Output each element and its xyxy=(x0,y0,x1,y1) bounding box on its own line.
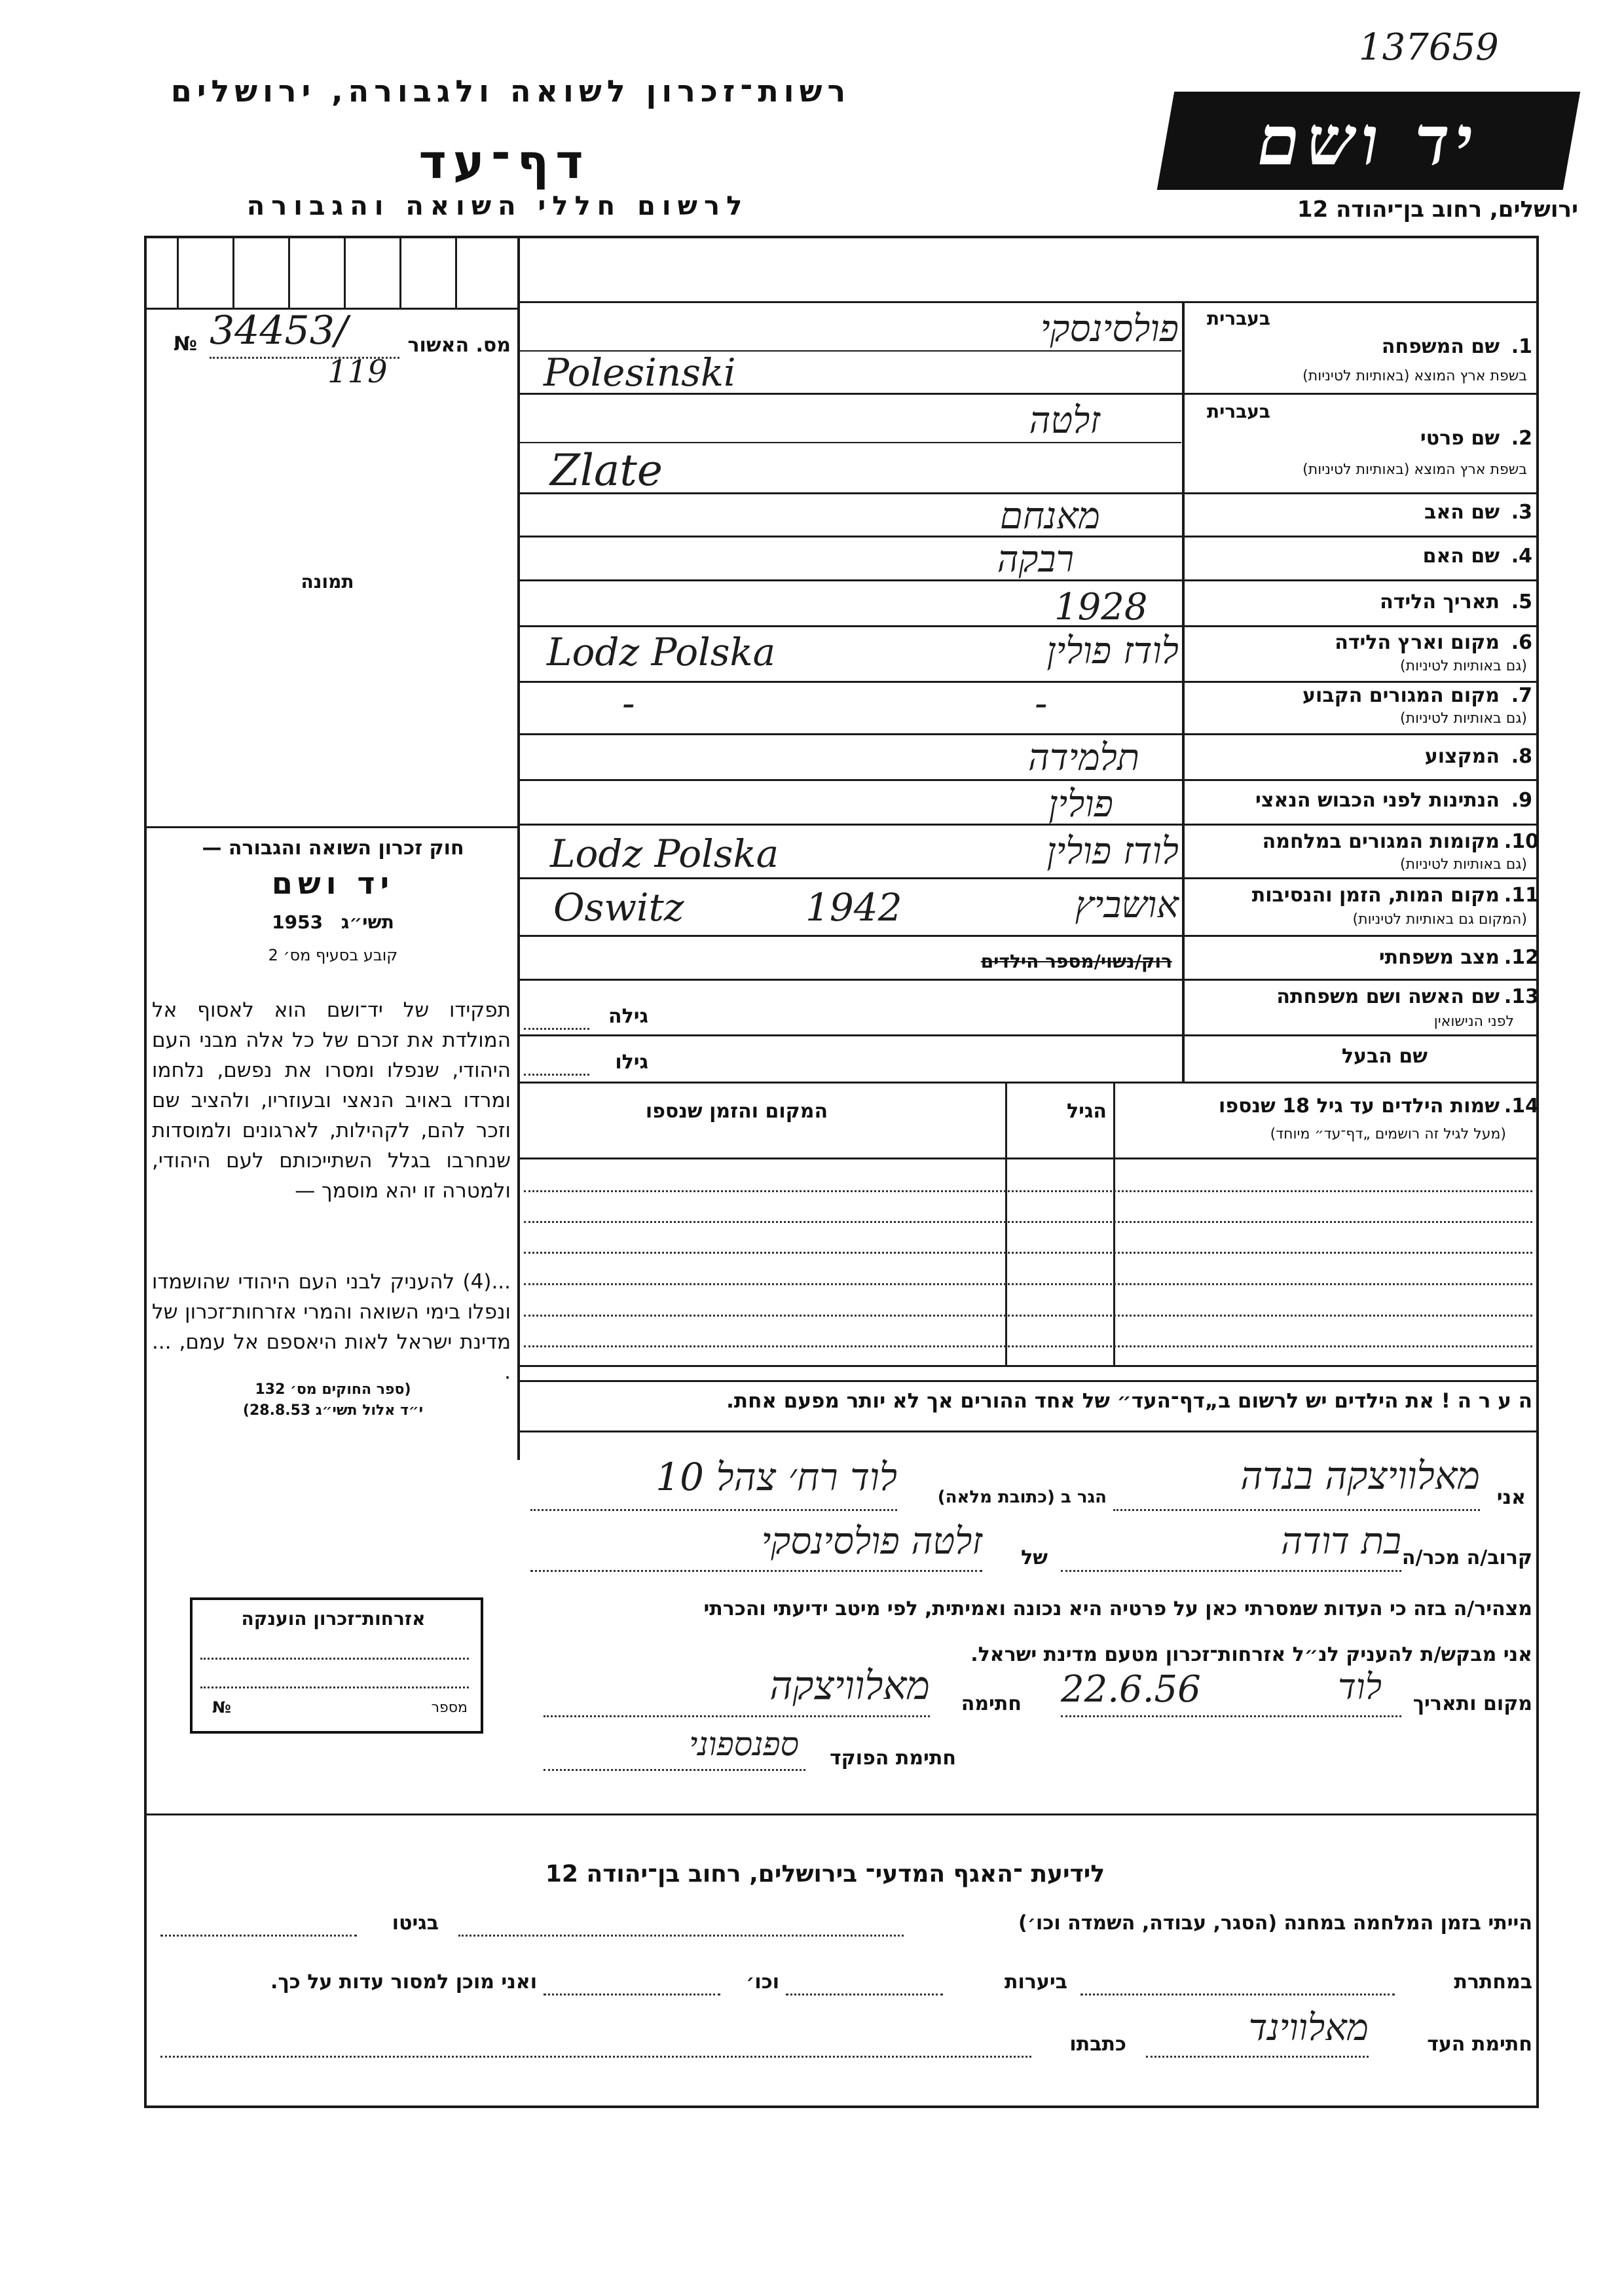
row-line-2a xyxy=(519,442,1181,443)
field-2-sub: בשפת ארץ המוצא (באותיות לטיניות) xyxy=(1302,462,1527,478)
field-6-latin-value: Lodz Polska xyxy=(547,630,776,674)
row-line-13 xyxy=(519,1034,1538,1036)
field-1-latin-value: Polesinski xyxy=(544,350,736,395)
bottom-line1-fill-a xyxy=(458,1935,904,1937)
field-4-label: שם האם xyxy=(1422,545,1500,568)
field-12-value: רוק/נשוי/מספר הילדים xyxy=(980,951,1172,972)
place-value: לוד xyxy=(1338,1666,1382,1707)
field-4-value: רבקה xyxy=(997,538,1074,581)
field-11-hebrew-value: אושביץ xyxy=(1075,884,1179,926)
field-6-sub: (גם באותיות לטיניות) xyxy=(1400,658,1527,674)
field-6-label: מקום וארץ הלידה xyxy=(1335,631,1500,654)
approval-value: 34453/ xyxy=(210,308,348,354)
row-line-5 xyxy=(519,625,1538,627)
strip-1 xyxy=(177,236,179,308)
declaration-line-1: מצהיר/ה בזה כי העדות שמסרתי כאן על פרטיה היא נכונה ואמיתית, לפי מיטב ידיעתי והכרתי xyxy=(703,1597,1532,1620)
bottom-title: לידיעת ־האגף המדעי־ בירושלים, רחוב בן־יהודה 12 xyxy=(545,1861,1105,1887)
children-col-age: הגיל xyxy=(1067,1100,1107,1123)
frame-bottom xyxy=(144,2105,1539,2108)
archive-number: 137659 xyxy=(1359,26,1499,69)
declaration-of-label: של xyxy=(1021,1546,1048,1569)
yad-vashem-logo xyxy=(1157,92,1580,190)
approval-label: מס. האשור xyxy=(407,334,511,357)
declaration-of-line xyxy=(530,1570,982,1572)
law-year: 1953 xyxy=(272,911,323,933)
law-section: קובע בסעיף מס׳ 2 xyxy=(268,946,398,964)
officer-label: חתימת הפוקד xyxy=(830,1747,956,1770)
declaration-relative-label: קרוב/ה מכר/ה xyxy=(1401,1546,1532,1569)
law-source-2: י״ד אלול תשי״ג 28.8.53) xyxy=(242,1402,424,1419)
field-8-label: המקצוע xyxy=(1424,745,1500,768)
declaration-of-value: זלטה פולסינסקי xyxy=(761,1520,982,1563)
children-row-3 xyxy=(524,1252,1532,1254)
bottom-line1-b: בגיטו xyxy=(392,1912,439,1935)
field-10-sub: (גם באותיות לטיניות) xyxy=(1400,856,1527,873)
form-title: דף־עד xyxy=(418,134,590,189)
field-13-age-f: גילה xyxy=(608,1005,648,1028)
law-paragraph-2: ...(4) להעניק לבני העם היהודי שהושמדו ונפלו בימי השואה והמרי אזרחות־זכרון של מדינת ישראל לאות היאספם אל עמם, ... . xyxy=(152,1270,511,1384)
row-line-6 xyxy=(519,681,1538,683)
frame-top xyxy=(144,236,1539,238)
photo-label: תמונה xyxy=(301,571,354,592)
field-7-value-2: - xyxy=(622,681,635,725)
witness-label: חתימת העד xyxy=(1427,2033,1532,2056)
field-5-num: 5. xyxy=(1511,591,1532,613)
note-top xyxy=(519,1380,1538,1382)
citizenship-line-2 xyxy=(200,1686,469,1688)
logo-text: יד ושם xyxy=(1250,100,1487,181)
row-line-13b xyxy=(519,1082,1538,1084)
form-subtitle: לרשום חללי השואה והגבורה xyxy=(246,191,749,221)
field-12-label: מצב משפחתי xyxy=(1378,946,1500,969)
bottom-line2-fill-b xyxy=(786,1994,943,1995)
field-6-num: 6. xyxy=(1511,631,1532,654)
field-9-value: פולין xyxy=(1048,783,1113,826)
field-9-label: הנתינות לפני הכבוש הנאצי xyxy=(1255,789,1500,812)
strip-6 xyxy=(455,236,457,308)
field-9-num: 9. xyxy=(1511,789,1532,812)
authority-title: רשות־זכרון לשואה ולגבורה, ירושלים xyxy=(170,73,851,109)
photo-col-divider xyxy=(517,236,520,1460)
field-1-sub: בשפת ארץ המוצא (באותיות לטיניות) xyxy=(1302,368,1527,384)
field-13-num: 13. xyxy=(1504,985,1539,1008)
row-line-8 xyxy=(519,779,1538,781)
field-5-value: 1928 xyxy=(1054,586,1148,629)
signature-line xyxy=(544,1715,930,1717)
field-5-label: תאריך הלידה xyxy=(1380,591,1500,613)
address-header: ירושלים, רחוב בן־יהודה 12 xyxy=(1297,196,1578,223)
field-13-label: שם האשה ושם משפחתה xyxy=(1276,985,1500,1008)
law-source-1: (ספר החוקים מס׳ 132 xyxy=(255,1381,411,1398)
date-value: 22.6.56 xyxy=(1061,1668,1201,1711)
field-14-sub: (מעל לגיל זה רושמים „דף־עד״ מיוחד) xyxy=(1270,1126,1506,1142)
signature-label: חתימה xyxy=(961,1692,1022,1715)
field-13-sub: לפני הנישואין xyxy=(1433,1013,1514,1030)
field-3-value: מאנחם xyxy=(999,495,1100,538)
children-col-1 xyxy=(1113,1084,1115,1365)
field-11-label: מקום המות, הזמן והנסיבות xyxy=(1251,884,1500,907)
frame-left xyxy=(144,236,147,2108)
bottom-section-top xyxy=(144,1813,1539,1815)
address-label: כתבתו xyxy=(1069,2033,1126,2056)
field-13-age-m-line xyxy=(524,1074,589,1076)
bottom-line2-d: ואני מוכן למסור עדות על כך. xyxy=(270,1971,537,1994)
declaration-i-label: אני xyxy=(1496,1486,1526,1509)
field-6-hebrew-value: לודז פולין xyxy=(1046,630,1179,672)
law-year-heb xyxy=(155,911,511,933)
children-row-4 xyxy=(524,1283,1532,1285)
law-org: יד ושם xyxy=(271,866,395,901)
strip-3 xyxy=(288,236,290,308)
field-11-sub: (המקום גם באותיות לטיניות) xyxy=(1352,911,1527,928)
field-11-num: 11. xyxy=(1504,884,1539,907)
citizenship-no-symbol: № xyxy=(212,1698,231,1717)
strip-2 xyxy=(232,236,234,308)
label-col-divider xyxy=(1182,301,1185,1084)
field-7-label: מקום המגורים הקבוע xyxy=(1302,684,1500,707)
bottom-line2-a: במחתרת xyxy=(1454,1971,1532,1994)
citizenship-box xyxy=(190,1597,483,1734)
approval-suffix: 119 xyxy=(327,354,388,390)
husband-label: שם הבעל xyxy=(1341,1045,1428,1068)
children-bottom xyxy=(519,1365,1538,1367)
field-10-latin-value: Lodz Polska xyxy=(550,831,779,876)
field-1-label: שם המשפחה xyxy=(1381,335,1500,358)
witness-value: מאלווינד xyxy=(1248,2007,1369,2049)
children-header-line xyxy=(519,1157,1538,1159)
field-2-latin-value: Zlate xyxy=(550,445,663,496)
bottom-line1-fill-b xyxy=(160,1935,357,1937)
declaration-address-line xyxy=(530,1509,897,1511)
strip-4 xyxy=(344,236,346,308)
declaration-i-value: מאלוויצקה בנדה xyxy=(1240,1453,1480,1498)
citizenship-line-1 xyxy=(200,1658,469,1660)
field-3-label: שם האב xyxy=(1424,501,1500,524)
note-bottom xyxy=(519,1430,1538,1432)
row-line-11 xyxy=(519,935,1538,937)
field-2-label: שם פרטי xyxy=(1420,427,1500,450)
declaration-relative-value: בת דודה xyxy=(1281,1520,1401,1563)
field-13-age-f-line xyxy=(524,1028,589,1030)
witness-line xyxy=(1146,2056,1369,2058)
children-row-6 xyxy=(524,1345,1532,1347)
place-date-label: מקום ותאריך xyxy=(1412,1692,1532,1715)
field-13-age-m: גילו xyxy=(615,1051,648,1074)
field-8-value: תלמידה xyxy=(1028,737,1139,779)
note-text: ה ע ר ה ! את הילדים יש לרשום ב„דף־העד״ של אחד ההורים אך לא יותר מפעם אחת. xyxy=(726,1389,1532,1413)
fields-top xyxy=(517,301,1539,303)
field-7-sub: (גם באותיות לטיניות) xyxy=(1400,710,1527,727)
row-line-10 xyxy=(519,877,1538,879)
field-2-num: 2. xyxy=(1511,427,1532,450)
declaration-i-line xyxy=(1113,1509,1480,1511)
law-box-top xyxy=(144,826,519,828)
law-year-heb-text: תשי״ג xyxy=(341,911,394,933)
children-row-1 xyxy=(524,1190,1532,1192)
row-line-7 xyxy=(519,733,1538,735)
bottom-line2-fill-a xyxy=(1080,1994,1395,1995)
bottom-line1-a: הייתי בזמן המלחמה במחנה (הסגר, עבודה, השמדה וכו׳) xyxy=(1018,1912,1532,1935)
field-7-value-1: - xyxy=(1035,681,1048,725)
field-4-num: 4. xyxy=(1511,545,1532,568)
law-title: חוק זכרון השואה והגבורה — xyxy=(202,837,464,860)
row-line-12 xyxy=(519,979,1538,981)
field-1-num: 1. xyxy=(1511,335,1532,358)
strip-5 xyxy=(399,236,401,308)
field-2-hebrew-value: זלטה xyxy=(1029,399,1100,442)
citizenship-number-label: מספר xyxy=(431,1700,468,1716)
bottom-line2-c: וכו׳ xyxy=(746,1971,779,1994)
declaration-relative-line xyxy=(1061,1570,1401,1572)
declaration-residing: הגר ב (כתובת מלאה) xyxy=(937,1487,1107,1507)
field-10-hebrew-value: לודז פולין xyxy=(1046,830,1179,873)
law-paragraph-1: תפקידו של יד־ושם הוא לאסוף אל המולדת את זכרם של כל אלה מבני העם היהודי, שנפלו ומסרו את נפשם, נלחמו ומרדו באויב הנאצי ובעוזריו, ולהציב שם וזכר להם, לקהילות, לארגונים ולמוסדות שנחרבו בגלל השתייכותם לעם היהודי, ולמטרה זו יהא מוסמך — xyxy=(152,998,511,1203)
declaration-address-value: לוד רח׳ צהל 10 xyxy=(655,1455,897,1499)
place-date-line xyxy=(1061,1715,1401,1717)
children-row-5 xyxy=(524,1315,1532,1317)
citizenship-title: אזרחות־זכרון הוענקה xyxy=(241,1608,426,1630)
field-7-num: 7. xyxy=(1511,684,1532,707)
field-1-hebrew-value: פולסינסקי xyxy=(1040,308,1179,350)
field-14-num: 14. xyxy=(1504,1095,1539,1118)
field-11-latin-value: Oswitz xyxy=(553,885,684,930)
field-10-label: מקומות המגורים במלחמה xyxy=(1262,830,1500,853)
signature-value: מאלוויצקה xyxy=(769,1663,930,1709)
children-col-place: המקום והזמן שנספו xyxy=(645,1100,828,1123)
field-3-num: 3. xyxy=(1511,501,1532,524)
bottom-line2-b: ביערות xyxy=(1005,1971,1067,1994)
field-11-year: 1942 xyxy=(805,885,902,930)
field-10-num: 10. xyxy=(1504,830,1539,853)
field-8-num: 8. xyxy=(1511,745,1532,768)
field-2-in-hebrew: בעברית xyxy=(1206,401,1270,422)
children-row-2 xyxy=(524,1221,1532,1223)
frame-right xyxy=(1536,236,1539,2108)
officer-value: ספנספוני xyxy=(689,1725,799,1763)
row-line-2 xyxy=(519,492,1538,494)
declaration-line-2: אני מבקש/ת להעניק לנ״ל אזרחות־זכרון מטעם מדינת ישראל. xyxy=(970,1643,1532,1666)
address-line xyxy=(160,2056,1031,2058)
field-12-num: 12. xyxy=(1504,946,1539,969)
field-1-in-hebrew: בעברית xyxy=(1206,308,1270,329)
children-col-2 xyxy=(1005,1084,1007,1365)
field-14-label: שמות הילדים עד גיל 18 שנספו xyxy=(1219,1095,1500,1118)
bottom-line2-fill-c xyxy=(544,1994,720,1995)
approval-no-symbol: № xyxy=(174,333,198,355)
officer-line xyxy=(544,1769,805,1771)
